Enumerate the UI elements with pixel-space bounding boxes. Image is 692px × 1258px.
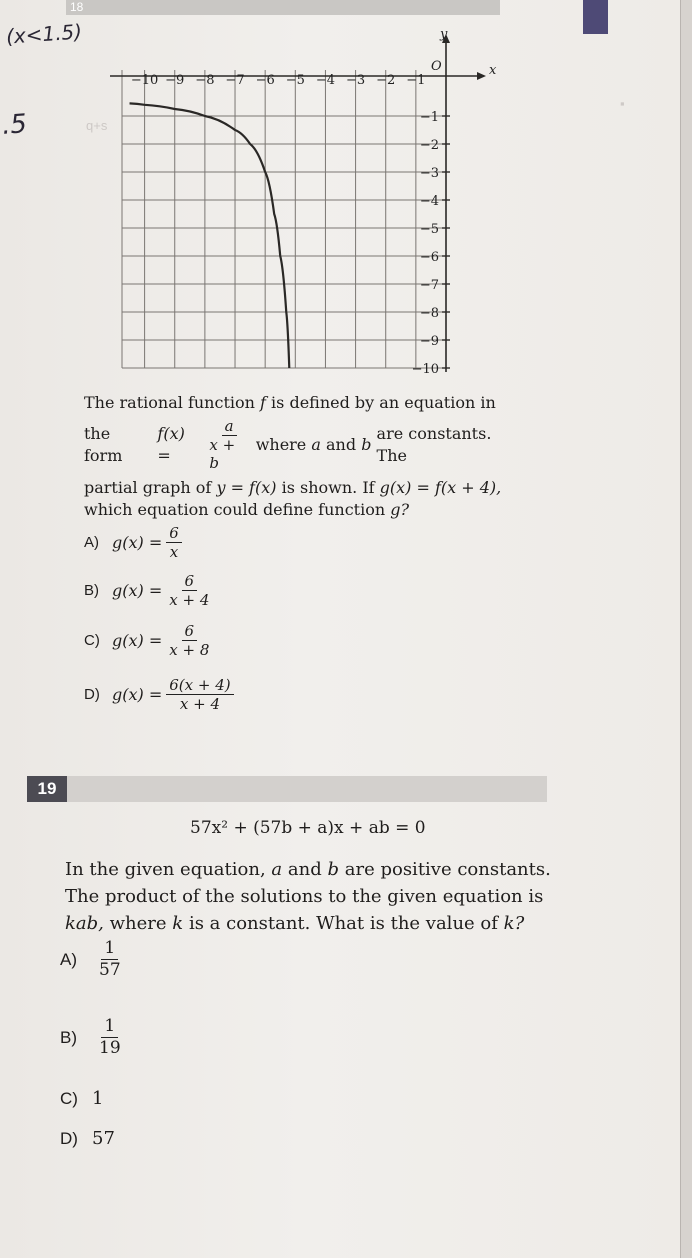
q18-text: is shown. If <box>281 478 375 497</box>
q18-text: which equation could define function <box>84 500 386 519</box>
y-axis-label: y <box>440 30 448 42</box>
q18-fraction: $\frac{a}{x + b}$ <box>209 417 236 472</box>
q19-text: is a constant. What is the value of <box>188 913 498 934</box>
question-18-stem <box>84 392 524 521</box>
q19-text: In the given equation, <box>65 859 266 880</box>
q19-kab: kab, <box>65 913 104 934</box>
y-tick-label: −4 <box>419 194 439 209</box>
y-tick-label: −9 <box>419 334 439 349</box>
x-tick-label: −9 <box>165 73 185 88</box>
answer-option-b[interactable]: B) g(x) = $\frac{6}{x + 4}$ <box>84 572 210 609</box>
x-tick-label: −3 <box>345 73 366 88</box>
q19-text: and <box>287 859 322 880</box>
q19-var-b: b <box>327 859 340 880</box>
q18-var-a: a <box>311 434 321 454</box>
q18-text: partial graph of <box>84 478 212 497</box>
y-tick-label: −1 <box>419 110 439 125</box>
q19-text: are positive constants. <box>344 859 551 880</box>
q19-option-d[interactable]: D) 57 <box>60 1128 115 1149</box>
x-tick-label: −10 <box>130 73 159 88</box>
q19-equation: 57x² + (57b + a)x + ab = 0 <box>190 818 426 838</box>
q19-text: where <box>109 913 167 934</box>
y-tick-label: −7 <box>419 278 439 293</box>
q18-var-b: b <box>361 434 372 454</box>
x-tick-label: −6 <box>255 73 275 88</box>
y-tick-label: −3 <box>419 166 439 181</box>
y-tick-label: −10 <box>411 362 439 377</box>
x-tick-label: −4 <box>315 73 336 88</box>
question-19-stem <box>65 856 565 937</box>
answer-option-c[interactable]: C) g(x) = $\frac{6}{x + 8}$ <box>84 622 210 659</box>
header-bar <box>66 0 500 15</box>
answer-option-a[interactable]: A) g(x) = $\frac{6}{x}$ <box>84 524 186 561</box>
page-edge <box>680 0 692 1258</box>
x-tick-label: −8 <box>195 73 215 88</box>
x-tick-label: −1 <box>406 73 426 88</box>
question-19-header <box>27 776 547 802</box>
q18-text: The rational function <box>84 393 255 412</box>
x-axis-arrow <box>477 72 486 80</box>
y-tick-label: −8 <box>419 306 439 321</box>
bookmark-tab <box>583 0 608 34</box>
q19-var-k: k? <box>503 913 525 934</box>
question-19-number: 19 <box>27 776 67 802</box>
function-graph <box>100 30 520 380</box>
handwritten-note-side: .5 <box>0 109 28 141</box>
q18-text: is defined by an equation in <box>271 393 496 412</box>
bleed-through-text: ▪ <box>620 96 625 111</box>
q18-yeq: y = f(x) <box>216 478 277 497</box>
answer-option-d[interactable]: D) g(x) = $\frac{6(x + 4)}{x + 4}$ <box>84 676 238 713</box>
q18-text: and <box>326 434 357 454</box>
q18-var-f: f <box>260 393 266 412</box>
graph-ticks <box>131 73 450 377</box>
q19-option-a[interactable]: A) $\frac{1}{57}$ <box>60 938 121 980</box>
x-tick-label: −7 <box>225 73 245 88</box>
q18-var-g: g? <box>390 500 410 519</box>
y-tick-label: −6 <box>419 250 439 265</box>
q19-text: The product of the solutions to the given equation is <box>65 886 544 907</box>
page-number: 18 <box>70 0 84 14</box>
x-tick-label: −2 <box>376 73 396 88</box>
graph-grid <box>122 70 446 368</box>
x-tick-label: −5 <box>285 73 305 88</box>
q19-option-b[interactable]: B) $\frac{1}{19}$ <box>60 1016 121 1058</box>
q19-var-a: a <box>271 859 283 880</box>
q19-option-c[interactable]: C) 1 <box>60 1088 104 1109</box>
q18-text: the form <box>84 423 123 465</box>
y-tick-label: −5 <box>419 222 439 237</box>
x-axis-label: x <box>489 63 497 78</box>
q18-geq: g(x) = f(x + 4), <box>379 478 502 497</box>
q18-text: are constants. The <box>376 423 492 465</box>
handwritten-note: (x<1.5) <box>5 19 83 49</box>
q18-text: where <box>255 434 307 454</box>
q19-var-k: k <box>172 913 184 934</box>
bleed-through-text: q+s <box>86 118 108 133</box>
y-tick-label: −2 <box>419 138 439 153</box>
origin-label: O <box>431 59 442 74</box>
q18-fx: f(x) = <box>157 423 185 465</box>
